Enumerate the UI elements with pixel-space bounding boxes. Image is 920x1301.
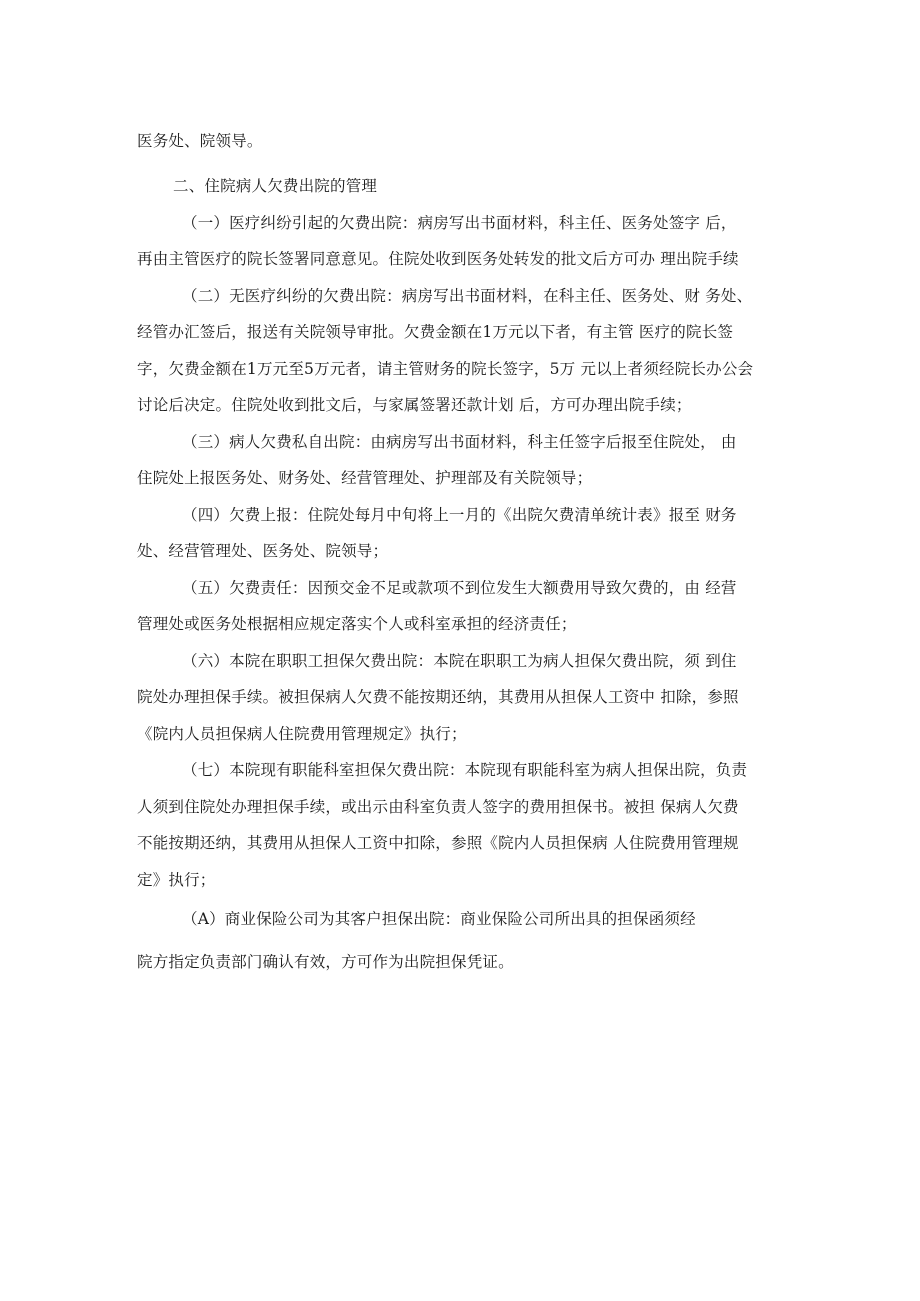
text-line: （六）本院在职职工担保欠费出院：本院在职职工为病人担保欠费出院，须 到住	[182, 652, 737, 670]
section-heading: 二、住院病人欠费出院的管理	[173, 177, 378, 195]
text-line: （一）医疗纠纷引起的欠费出院：病房写出书面材料，科主任、医务处签字 后，	[182, 214, 737, 232]
text-line: （七）本院现有职能科室担保欠费出院：本院现有职能科室为病人担保出院，负责	[182, 761, 748, 779]
text-line: 《院内人员担保病人住院费用管理规定》执行；	[137, 725, 467, 743]
text-line: 住院处上报医务处、财务处、经营管理处、护理部及有关院领导；	[137, 469, 593, 487]
text-line: （四）欠费上报：住院处每月中旬将上一月的《出院欠费清单统计表》报至 财务	[182, 506, 737, 524]
text-line: 字，欠费金额在1万元至5万元者，请主管财务的院长签字，5万 元以上者须经院长办公会	[137, 360, 754, 378]
text-line: 管理处或医务处根据相应规定落实个人或科室承担的经济责任；	[137, 615, 577, 633]
text-line: （二）无医疗纠纷的欠费出院：病房写出书面材料，在科主任、医务处、财 务处、	[182, 287, 753, 305]
text-line: 讨论后决定。住院处收到批文后，与家属签署还款计划 后，方可办理出院手续；	[137, 396, 692, 414]
text-line: 医务处、院领导。	[137, 132, 263, 150]
text-line: （三）病人欠费私自出院：由病房写出书面材料，科主任签字后报至住院处， 由	[182, 433, 737, 451]
text-line: 不能按期还纳，其费用从担保人工资中扣除，参照《院内人员担保病 人住院费用管理规	[137, 834, 739, 852]
text-line: 院方指定负责部门确认有效，方可作为出院担保凭证。	[137, 953, 514, 971]
text-line: 院处办理担保手续。被担保病人欠费不能按期还纳，其费用从担保人工资中 扣除，参照	[137, 688, 739, 706]
text-line: 经管办汇签后，报送有关院领导审批。欠费金额在1万元以下者，有主管 医疗的院长签	[137, 323, 734, 341]
text-line: 定》执行；	[137, 871, 216, 889]
text-line: 人须到住院处办理担保手续，或出示由科室负责人签字的费用担保书。被担 保病人欠费	[137, 798, 739, 816]
text-line: （A）商业保险公司为其客户担保出院：商业保险公司所出具的担保函须经	[182, 910, 696, 928]
text-line: 处、经营管理处、医务处、院领导；	[137, 542, 389, 560]
text-line: 再由主管医疗的院长签署同意意见。住院处收到医务处转发的批文后方可办 理出院手续	[137, 250, 739, 268]
text-line: （五）欠费责任：因预交金不足或款项不到位发生大额费用导致欠费的，由 经营	[182, 579, 737, 597]
